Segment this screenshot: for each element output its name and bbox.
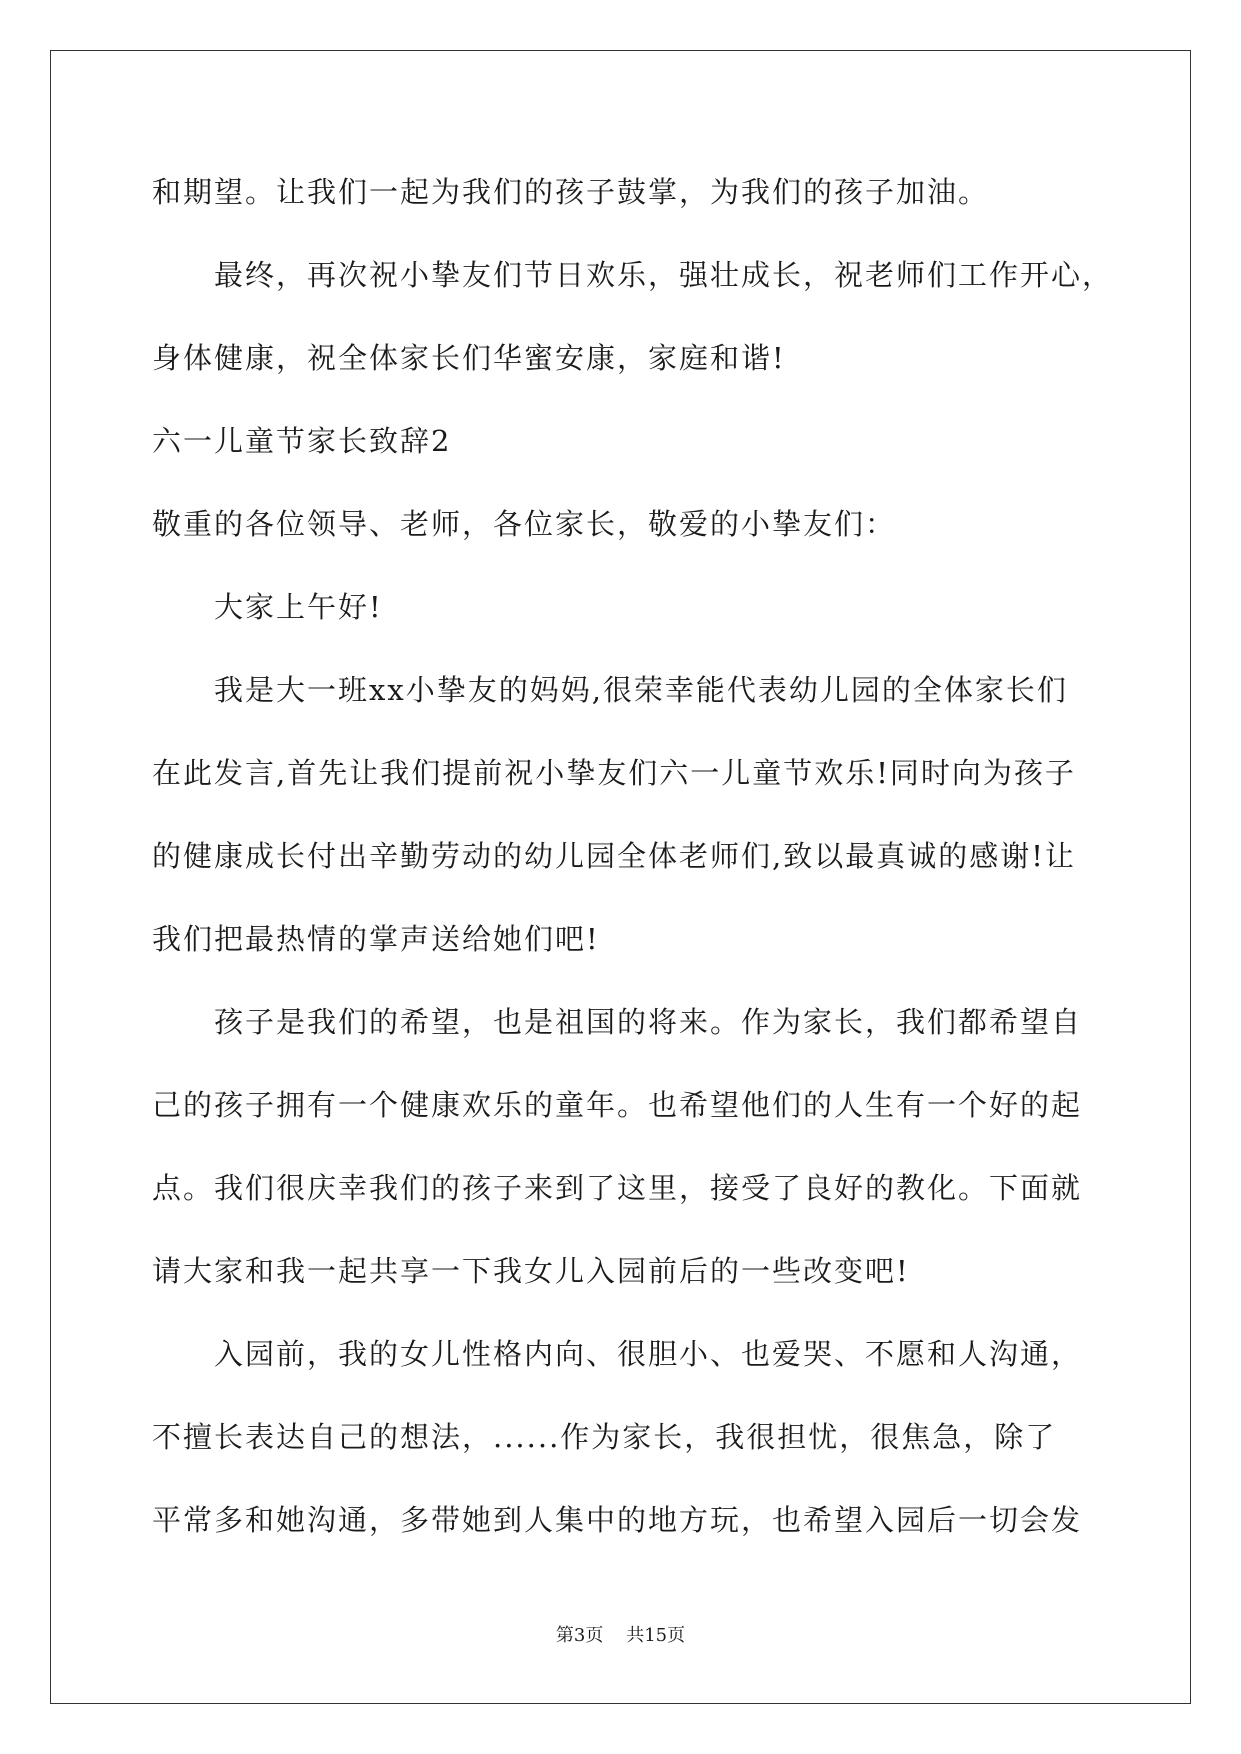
text-line: 孩子是我们的希望，也是祖国的将来。作为家长，我们都希望自 — [214, 1005, 1083, 1039]
text-line: 不擅长表达自己的想法，......作为家长，我很担忧，很焦急，除了 — [152, 1420, 1057, 1454]
text-line: 在此发言,首先让我们提前祝小挚友们六一儿童节欢乐!同时向为孩子 — [152, 756, 1076, 790]
text-line: 己的孩子拥有一个健康欢乐的童年。也希望他们的人生有一个好的起 — [152, 1088, 1083, 1122]
text-line: 我是大一班xx小挚友的妈妈,很荣幸能代表幼儿园的全体家长们 — [214, 673, 1068, 707]
text-line: 请大家和我一起共享一下我女儿入园前后的一些改变吧! — [152, 1254, 910, 1288]
text-line: 入园前，我的女儿性格内向、很胆小、也爱哭、不愿和人沟通， — [214, 1337, 1083, 1371]
text-line: 平常多和她沟通，多带她到人集中的地方玩，也希望入园后一切会发 — [152, 1503, 1083, 1537]
text-line: 大家上午好! — [214, 590, 383, 624]
salutation: 敬重的各位领导、老师，各位家长，敬爱的小挚友们： — [152, 507, 897, 541]
text-line: 和期望。让我们一起为我们的孩子鼓掌，为我们的孩子加油。 — [152, 175, 990, 209]
text-line: 最终，再次祝小挚友们节日欢乐，强壮成长，祝老师们工作开心， — [214, 258, 1114, 292]
text-line: 我们把最热情的掌声送给她们吧! — [152, 922, 600, 956]
section-heading: 六一儿童节家长致辞2 — [152, 424, 452, 458]
text-line: 点。我们很庆幸我们的孩子来到了这里，接受了良好的教化。下面就 — [152, 1171, 1083, 1205]
page-number: 第3页 共15页 — [555, 1625, 686, 1646]
text-line: 身体健康，祝全体家长们华蜜安康，家庭和谐! — [152, 341, 786, 375]
text-line: 的健康成长付出辛勤劳动的幼儿园全体老师们,致以最真诚的感谢!让 — [152, 839, 1076, 873]
